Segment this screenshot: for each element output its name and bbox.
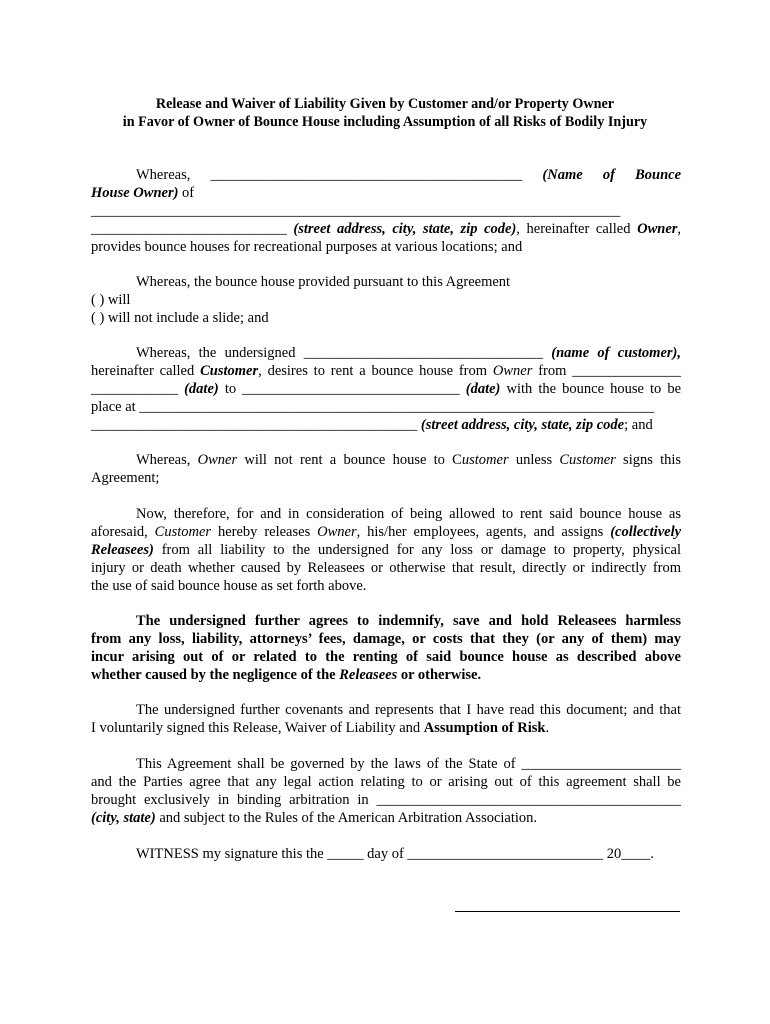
release-line-5: the use of said bounce house as set forth above. [91, 578, 367, 594]
release-line-4: injury or death whether caused by Releasees or otherwise that result, directly or indirectly from [91, 560, 681, 576]
signing-line-2: Agreement; [91, 470, 160, 486]
owner-address-blank: _________________________________________________________________________ [91, 203, 621, 219]
owner-line-4: ___________________________ (street address, city, state, zip code), hereinafter called Owner, [91, 221, 682, 237]
customer-line-3: ____________ (date) to ______________________________ (date) with the bounce house to be [91, 381, 682, 397]
customer-line-5: _____________________________________________ (street address, city, state, zip code; and [91, 417, 653, 433]
witness-paragraph [91, 845, 681, 863]
release-line-2: aforesaid, Customer hereby releases Owner, his/her employees, agents, and assigns (collectively [91, 524, 682, 540]
customer-line-2: hereinafter called Customer, desires to rent a bounce house from Owner from _______________ [91, 363, 681, 379]
owner-line-1: Whereas, ___________________________________________ (Name of Bounce [136, 167, 682, 183]
law-line-3: brought exclusively in binding arbitration in __________________________________________ [91, 792, 681, 808]
release-paragraph [91, 505, 681, 595]
slide-option-will-not: ( ) will not include a slide; and [91, 310, 269, 326]
covenant-paragraph [91, 701, 681, 737]
signature-line[interactable] [455, 911, 680, 912]
document-title [60, 95, 710, 131]
customer-line-4: place at _______________________________________________________________________ [91, 399, 655, 415]
slide-line-1: Whereas, the bounce house provided pursuant to this Agreement [136, 274, 511, 290]
slide-option-will: ( ) will [91, 292, 131, 308]
slide-paragraph [91, 273, 681, 327]
law-line-4: (city, state) and subject to the Rules of the American Arbitration Association. [91, 810, 538, 826]
signing-line-1: Whereas, Owner will not rent a bounce house to Customer unless Customer signs this [136, 452, 682, 468]
indemnify-line-2: from any loss, liability, attorneys’ fees, damage, or costs that they (or any of them) may [91, 631, 681, 647]
indemnify-line-4: whether caused by the negligence of the Releasees or otherwise. [91, 667, 482, 683]
customer-paragraph [91, 344, 681, 434]
owner-line-5: provides bounce houses for recreational purposes at various locations; and [91, 239, 523, 255]
law-line-1: This Agreement shall be governed by the laws of the State of ______________________ [136, 756, 681, 772]
covenant-line-2: I voluntarily signed this Release, Waiver of Liability and Assumption of Risk. [91, 720, 550, 736]
owner-line-2: House Owner) of [91, 185, 195, 201]
covenant-line-1: The undersigned further covenants and represents that I have read this document; and that [136, 702, 681, 718]
release-line-1: Now, therefore, for and in consideration of being allowed to rent said bounce house as [136, 506, 681, 522]
governing-law-paragraph [91, 755, 681, 827]
title-line-1: Release and Waiver of Liability Given by Customer and/or Property Owner [155, 96, 615, 112]
release-line-3: Releasees) from all liability to the undersigned for any loss or damage to property, physical [91, 542, 681, 558]
title-line-2: in Favor of Owner of Bounce House including Assumption of all Risks of Bodily Injury [122, 114, 648, 130]
indemnify-line-1: The undersigned further agrees to indemnify, save and hold Releasees harmless [136, 613, 681, 629]
owner-paragraph [91, 166, 681, 256]
witness-line: WITNESS my signature this the _____ day of ___________________________ 20____. [136, 846, 654, 862]
law-line-2: and the Parties agree that any legal action relating to or arising out of this agreement shall be [91, 774, 681, 790]
indemnify-line-3: incur arising out of or related to the renting of said bounce house as described above [91, 649, 681, 665]
customer-line-1: Whereas, the undersigned _________________________________ (name of customer), [136, 345, 681, 361]
indemnify-paragraph [91, 612, 681, 684]
signing-condition-paragraph [91, 451, 681, 487]
